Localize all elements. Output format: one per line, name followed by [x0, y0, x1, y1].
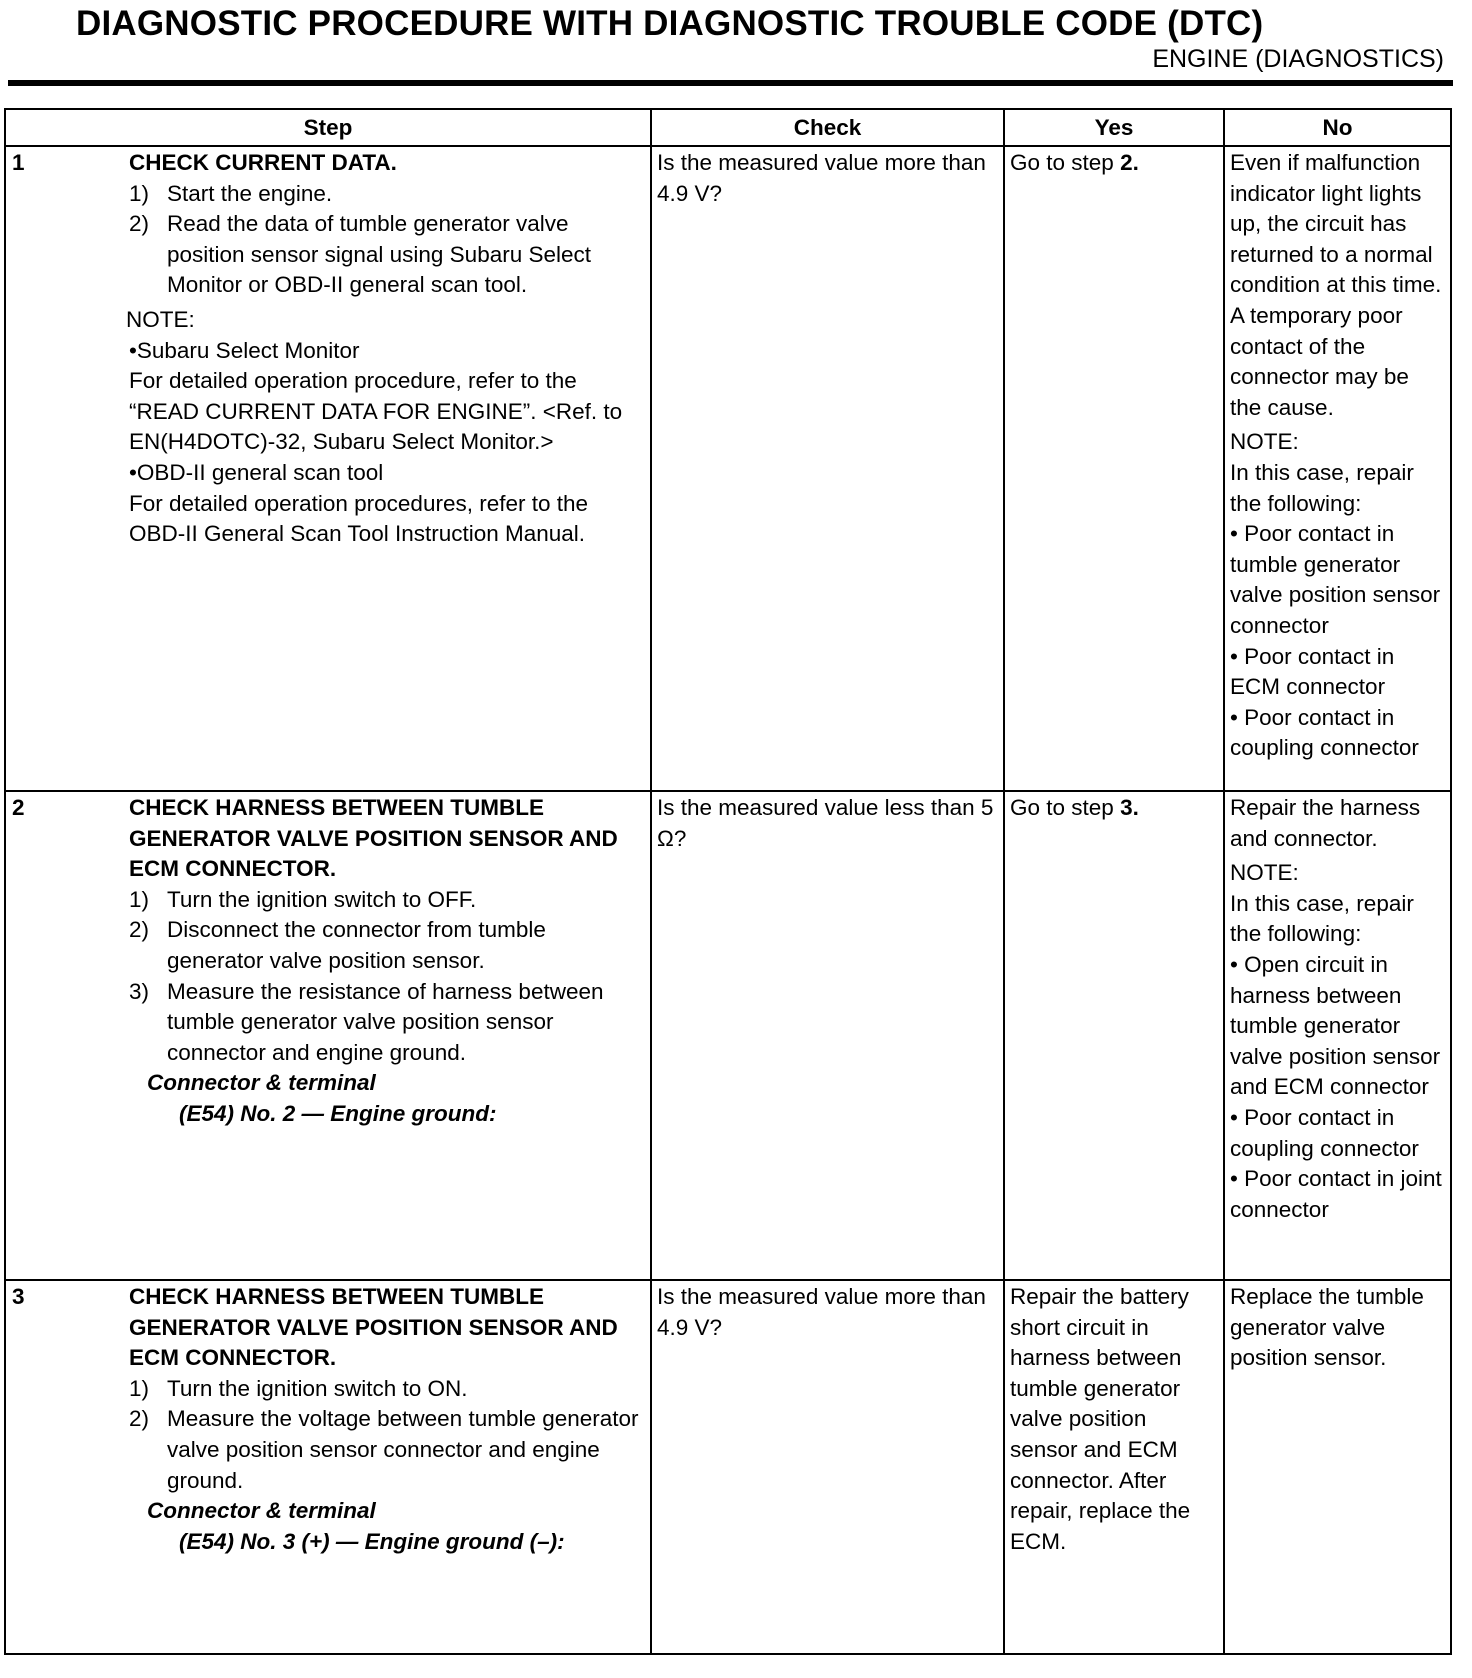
step-title: CHECK HARNESS BETWEEN TUMBLE GENERATOR VALVE POSITION SENSOR AND ECM CONNECTOR. [129, 1284, 618, 1371]
page-title: DIAGNOSTIC PROCEDURE WITH DIAGNOSTIC TROUBLE CODE (DTC) [76, 4, 1264, 43]
table-row [5, 1280, 1451, 1654]
connector-heading: Connector & terminal [147, 1498, 376, 1524]
step-title: CHECK HARNESS BETWEEN TUMBLE GENERATOR VALVE POSITION SENSOR AND ECM CONNECTOR. [129, 795, 618, 882]
yes-cell: Repair the battery short circuit in harness between tumble generator valve position sensor and ECM connector. After repair, replace the ECM. [1004, 1280, 1224, 1654]
yes-cell: Go to step 3. [1004, 791, 1224, 1280]
title-divider [8, 80, 1453, 86]
bullet-item: • Poor contact in coupling connector [1230, 704, 1419, 761]
step-number: 1 [12, 150, 25, 175]
note-line: For detailed operation procedures, refer to the OBD-II General Scan Tool Instruction Manual. [129, 490, 589, 547]
step-number: 2 [12, 795, 25, 820]
list-item: 2) Read the data of tumble generator valve position sensor signal using Subaru Select Monitor or OBD-II general scan tool. [129, 211, 592, 298]
no-cell [1224, 791, 1451, 1280]
yes-step-ref: 3. [1120, 795, 1139, 820]
yes-cell: Go to step 2. [1004, 146, 1224, 791]
header-yes: Yes [1004, 109, 1224, 146]
check-cell: Is the measured value less than 5 Ω? [651, 791, 1004, 1280]
table-row [5, 146, 1451, 791]
note-line: •Subaru Select Monitor [129, 337, 360, 363]
no-text: Repair the harness and connector. [1230, 795, 1421, 851]
list-item: 3) Measure the resistance of harness between tumble generator valve position sensor connector and engine ground. [129, 978, 604, 1065]
connector-heading: Connector & terminal [147, 1070, 376, 1096]
header-no: No [1224, 109, 1451, 146]
bullet-item: • Poor contact in coupling connector [1230, 1104, 1419, 1161]
no-cell: Replace the tumble generator valve position sensor. [1224, 1280, 1451, 1654]
note-intro: In this case, repair the following: [1230, 459, 1414, 516]
page-subtitle: ENGINE (DIAGNOSTICS) [1152, 45, 1444, 73]
bullet-item: • Poor contact in joint connector [1230, 1166, 1442, 1222]
no-text: Even if malfunction indicator light lights up, the circuit has returned to a normal condition at this time. A temporary poor contact of the connector may be the cause. [1230, 150, 1442, 420]
check-cell: Is the measured value more than 4.9 V? [651, 1280, 1004, 1654]
connector-value: (E54) No. 3 (+) — Engine ground (–): [179, 1528, 565, 1554]
connector-value: (E54) No. 2 — Engine ground: [179, 1100, 497, 1126]
list-item: 1) Turn the ignition switch to ON. [129, 1375, 468, 1401]
diagnostic-table [4, 108, 1452, 1655]
note-label: NOTE: [1230, 860, 1299, 886]
bullet-item: • Open circuit in harness between tumble generator valve position sensor and ECM connector [1230, 951, 1441, 1100]
table-row [5, 791, 1451, 1280]
step-cell [5, 1280, 651, 1654]
step-cell [5, 791, 651, 1280]
list-item: 2) Measure the voltage between tumble generator valve position sensor connector and engine ground. [129, 1406, 639, 1493]
list-item: 2) Disconnect the connector from tumble generator valve position sensor. [129, 917, 546, 973]
note-line: For detailed operation procedure, refer to the “READ CURRENT DATA FOR ENGINE”. <Ref. to EN(H4DOTC)-32, Subaru Select Monitor.> [129, 368, 623, 455]
note-label: NOTE: [126, 306, 195, 332]
note-label: NOTE: [1230, 429, 1299, 455]
note-intro: In this case, repair the following: [1230, 890, 1414, 947]
step-number: 3 [12, 1284, 25, 1309]
step-title: CHECK CURRENT DATA. [129, 150, 397, 175]
note-line: •OBD-II general scan tool [129, 459, 384, 485]
header-step: Step [5, 109, 651, 146]
table-header-row [5, 109, 1451, 146]
list-item: 1) Start the engine. [129, 180, 333, 206]
step-cell [5, 146, 651, 791]
bullet-item: • Poor contact in tumble generator valve position sensor connector [1230, 521, 1441, 638]
yes-step-ref: 2. [1120, 150, 1139, 175]
no-cell [1224, 146, 1451, 791]
check-cell: Is the measured value more than 4.9 V? [651, 146, 1004, 791]
bullet-item: • Poor contact in ECM connector [1230, 643, 1395, 700]
list-item: 1) Turn the ignition switch to OFF. [129, 886, 477, 912]
header-check: Check [651, 109, 1004, 146]
